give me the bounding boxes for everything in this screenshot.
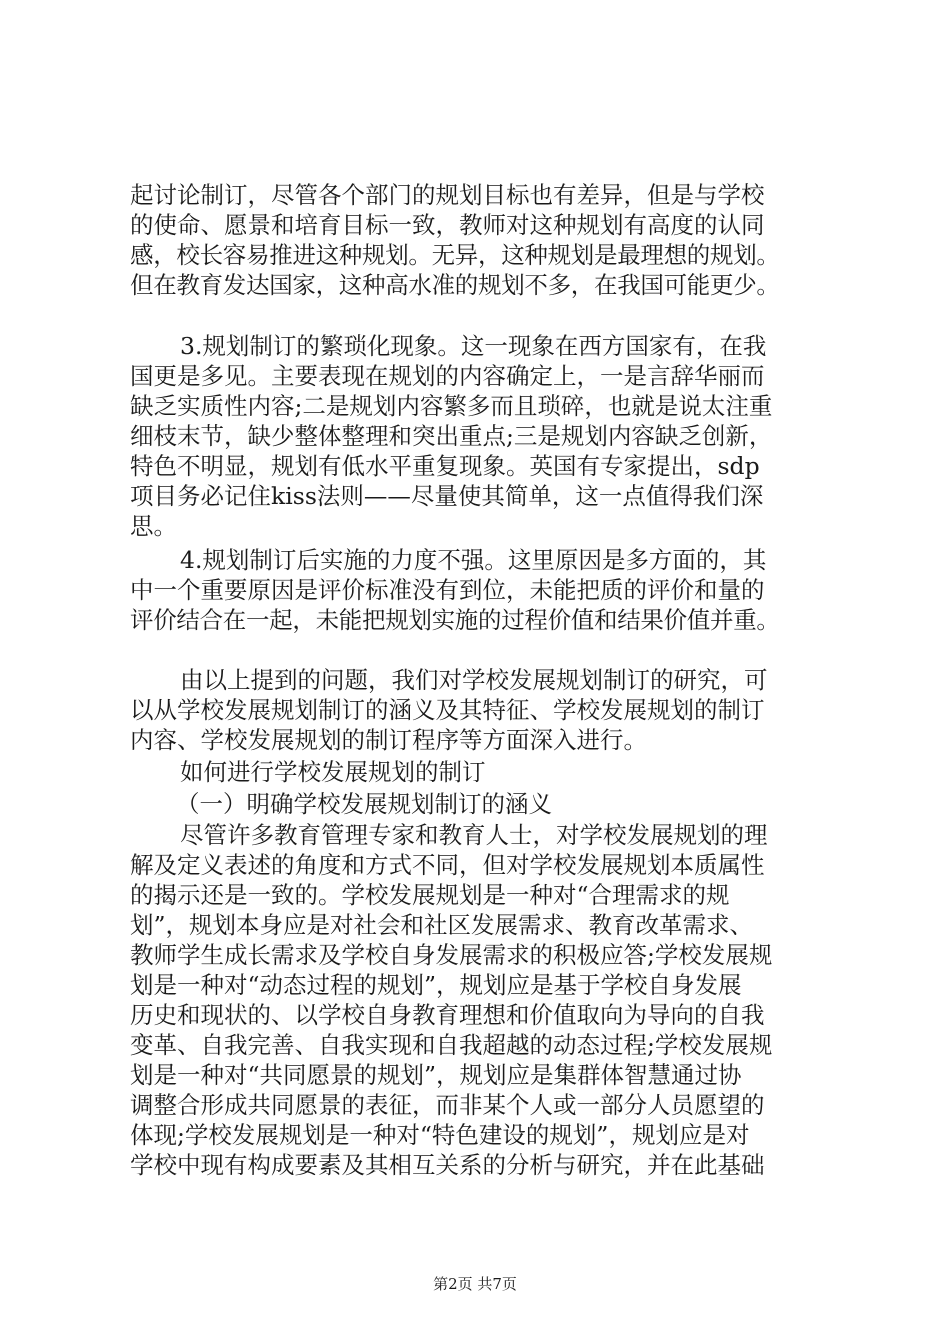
text-line: 内容、学校发展规划的制订程序等方面深入进行。 bbox=[130, 726, 647, 754]
text-line: 以从学校发展规划制订的涵义及其特征、学校发展规划的制订 bbox=[130, 696, 765, 724]
text-line: 3.规划制订的繁琐化现象。这一现象在西方国家有，在我 bbox=[180, 332, 767, 360]
text-line: 尽管许多教育管理专家和教育人士，对学校发展规划的理 bbox=[180, 821, 768, 849]
subsection-heading: （一）明确学校发展规划制订的涵义 bbox=[176, 790, 552, 818]
text-line: 中一个重要原因是评价标准没有到位，未能把质的评价和量的 bbox=[130, 576, 765, 604]
text-line: 学校中现有构成要素及其相互关系的分析与研究，并在此基础 bbox=[130, 1151, 765, 1179]
text-line: 特色不明显，规划有低水平重复现象。英国有专家提出，sdp bbox=[130, 452, 760, 480]
text-line: 起讨论制订，尽管各个部门的规划目标也有差异，但是与学校 bbox=[130, 181, 765, 209]
text-line: 思。 bbox=[130, 512, 177, 540]
text-line: 4.规划制订后实施的力度不强。这里原因是多方面的，其 bbox=[180, 546, 767, 574]
section-heading: 如何进行学校发展规划的制订 bbox=[180, 758, 486, 786]
text-line: 细枝末节，缺少整体整理和突出重点;三是规划内容缺乏创新， bbox=[130, 422, 773, 450]
text-line: 调整合形成共同愿景的表征，而非某个人或一部分人员愿望的 bbox=[130, 1091, 765, 1119]
text-line: 项目务必记住kiss法则——尽量使其简单，这一点值得我们深 bbox=[130, 482, 764, 510]
text-line: 划是一种对“动态过程的规划”，规划应是基于学校自身发展 bbox=[130, 971, 742, 999]
text-line: 的揭示还是一致的。学校发展规划是一种对“合理需求的规 bbox=[130, 881, 730, 909]
text-line: 但在教育发达国家，这种高水准的规划不多，在我国可能更少。 bbox=[130, 271, 780, 299]
text-line: 划”，规划本身应是对社会和社区发展需求、教育改革需求、 bbox=[130, 911, 754, 939]
text-line: 缺乏实质性内容;二是规划内容繁多而且琐碎，也就是说太注重 bbox=[130, 392, 773, 420]
text-line: 解及定义表述的角度和方式不同，但对学校发展规划本质属性 bbox=[130, 851, 765, 879]
text-line: 变革、自我完善、自我实现和自我超越的动态过程;学校发展规 bbox=[130, 1031, 773, 1059]
text-line: 由以上提到的问题，我们对学校发展规划制订的研究，可 bbox=[180, 666, 768, 694]
text-line: 教师学生成长需求及学校自身发展需求的积极应答;学校发展规 bbox=[130, 941, 773, 969]
text-line: 划是一种对“共同愿景的规划”，规划应是集群体智慧通过协 bbox=[130, 1061, 742, 1089]
text-line: 国更是多见。主要表现在规划的内容确定上，一是言辞华丽而 bbox=[130, 362, 765, 390]
text-line: 感，校长容易推进这种规划。无异，这种规划是最理想的规划。 bbox=[130, 241, 780, 269]
text-line: 历史和现状的、以学校自身教育理想和价值取向为导向的自我 bbox=[130, 1001, 765, 1029]
text-line: 体现;学校发展规划是一种对“特色建设的规划”，规划应是对 bbox=[130, 1121, 750, 1149]
text-line: 评价结合在一起，未能把规划实施的过程价值和结果价值并重。 bbox=[130, 606, 780, 634]
page-number: 第2页 共7页 bbox=[433, 1275, 517, 1293]
text-line: 的使命、愿景和培育目标一致，教师对这种规划有高度的认同 bbox=[130, 211, 765, 239]
